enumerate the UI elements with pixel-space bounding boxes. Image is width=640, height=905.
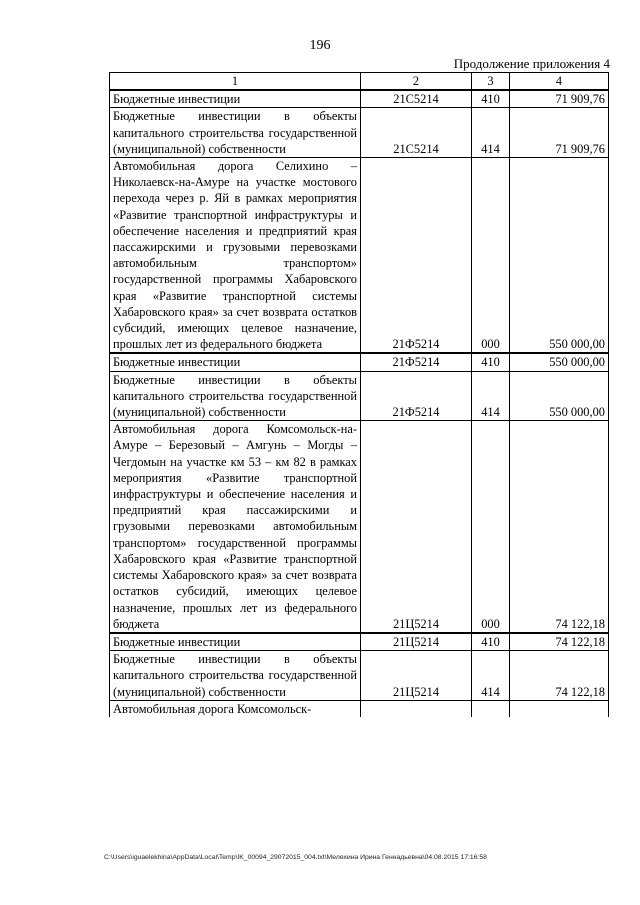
continuation-label: Продолжение приложения 4 <box>453 56 610 71</box>
row-name: Бюджетные инвестиции в объекты капитального строительства государственной (муниципальной) собственности <box>110 371 361 421</box>
header-col-1: 1 <box>110 73 361 91</box>
table-row <box>110 700 609 717</box>
row-name: Автомобильная дорога Селихино – Николаевск-на-Амуре на участке мостового перехода через р. Яй в рамках мероприятия «Развитие транспортной инфраструктуры и обеспечение населения и предприятий края пассажирскими и грузовыми перевозками автомобильным транспортом» государственной программы Хабаровского края «Развитие транспортной системы Хабаровского края» за счет возврата остатков субсидий, имеющих целевое назначение, прошлых лет из федерального бюджета <box>110 158 361 354</box>
row-code: 21Ц5214 <box>361 651 472 701</box>
row-kvr <box>472 700 510 717</box>
header-col-4: 4 <box>510 73 609 91</box>
table-row <box>110 90 609 108</box>
row-name: Бюджетные инвестиции <box>110 353 361 371</box>
row-sum: 550 000,00 <box>510 158 609 354</box>
row-kvr: 410 <box>472 633 510 651</box>
table-row <box>110 371 609 421</box>
table-row <box>110 633 609 651</box>
row-name: Бюджетные инвестиции <box>110 90 361 108</box>
row-code: 21С5214 <box>361 108 472 158</box>
row-code: 21Ф5214 <box>361 371 472 421</box>
row-code: 21Ц5214 <box>361 421 472 633</box>
row-code: 21Ф5214 <box>361 353 472 371</box>
row-kvr: 414 <box>472 651 510 701</box>
budget-table <box>109 72 609 717</box>
row-code: 21Ф5214 <box>361 158 472 354</box>
file-path-footer: C:\Users\iguaelekhina\AppData\Local\Temp\IK_00094_29072015_004.txt\Мелехина Ирина Геннадьевна\04.08.2015 17:16:58 <box>104 854 487 861</box>
row-name: Бюджетные инвестиции <box>110 633 361 651</box>
table-row <box>110 108 609 158</box>
row-sum: 71 909,76 <box>510 90 609 108</box>
row-kvr: 000 <box>472 158 510 354</box>
table-row <box>110 158 609 354</box>
row-kvr: 414 <box>472 371 510 421</box>
row-kvr: 410 <box>472 90 510 108</box>
row-name: Автомобильная дорога Комсомольск- <box>110 700 361 717</box>
table-row <box>110 421 609 633</box>
row-code: 21С5214 <box>361 90 472 108</box>
table-row <box>110 651 609 701</box>
row-code <box>361 700 472 717</box>
row-name: Бюджетные инвестиции в объекты капитального строительства государственной (муниципальной) собственности <box>110 108 361 158</box>
page-number: 196 <box>309 38 331 53</box>
row-sum: 71 909,76 <box>510 108 609 158</box>
table-row <box>110 353 609 371</box>
row-code: 21Ц5214 <box>361 633 472 651</box>
row-kvr: 410 <box>472 353 510 371</box>
table-header-row <box>110 73 609 91</box>
row-sum: 74 122,18 <box>510 651 609 701</box>
row-name: Бюджетные инвестиции в объекты капитального строительства государственной (муниципальной) собственности <box>110 651 361 701</box>
row-sum: 550 000,00 <box>510 371 609 421</box>
row-sum: 550 000,00 <box>510 353 609 371</box>
row-sum: 74 122,18 <box>510 633 609 651</box>
row-name: Автомобильная дорога Комсомольск-на-Амуре – Березовый – Амгунь – Могды – Чегдомын на участке км 53 – км 82 в рамках мероприятия «Развитие транспортной инфраструктуры и обеспечение населения и предприятий края пассажирскими и грузовыми перевозками автомобильным транспортом» государственной программы Хабаровского края «Развитие транспортной системы Хабаровского края» за счет возврата остатков субсидий, имеющих целевое назначение, прошлых лет из федерального бюджета <box>110 421 361 633</box>
header-col-2: 2 <box>361 73 472 91</box>
row-sum <box>510 700 609 717</box>
row-kvr: 414 <box>472 108 510 158</box>
row-kvr: 000 <box>472 421 510 633</box>
row-sum: 74 122,18 <box>510 421 609 633</box>
header-col-3: 3 <box>472 73 510 91</box>
